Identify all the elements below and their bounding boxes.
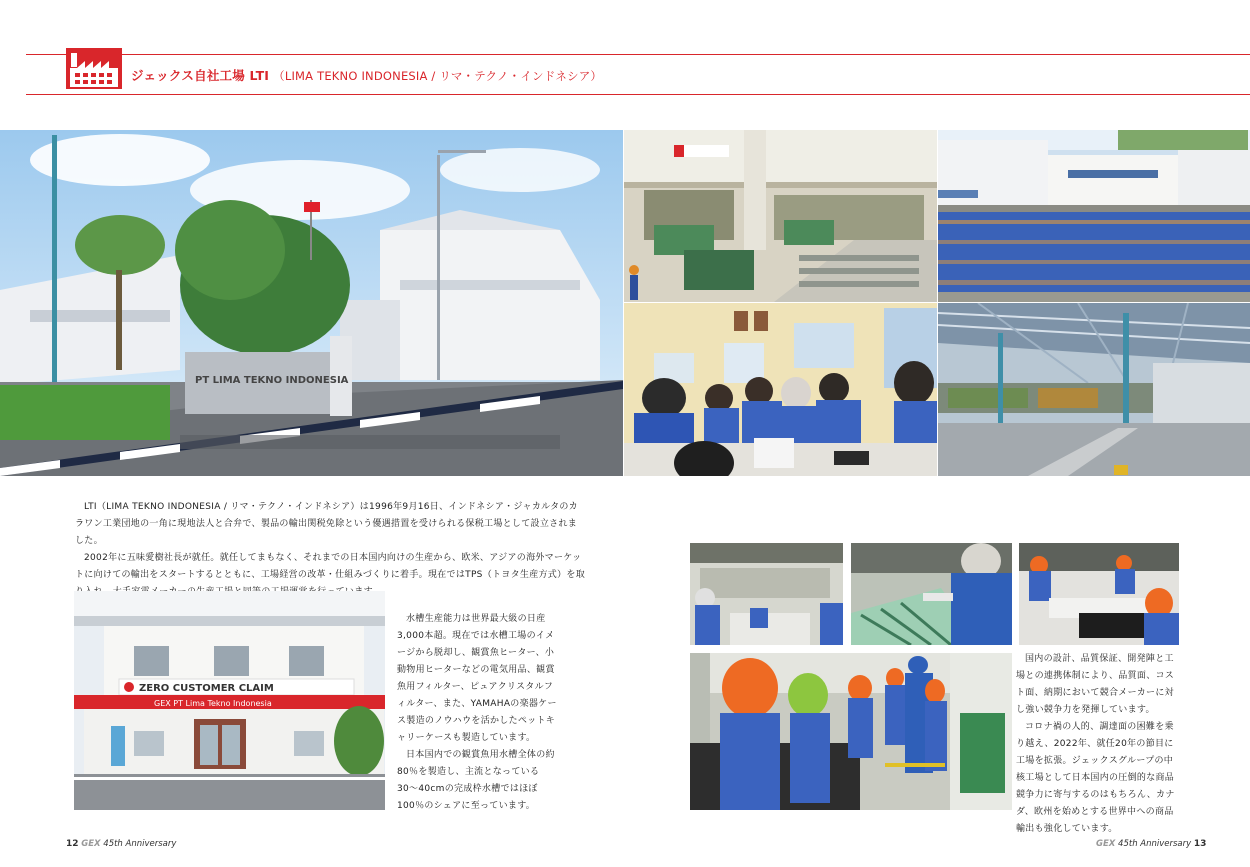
footer-anniversary-left: 45th Anniversary [103, 839, 177, 849]
header-bottom-rule [26, 94, 1250, 95]
middle-text [397, 611, 560, 815]
footer-brand-left: GEX [81, 839, 101, 849]
section-title [131, 67, 602, 85]
middle-paragraph-2: 日本国内での観賞魚用水槽全体の約80％を製造し、主流となっている30〜40cmの完成枠水槽ではほぼ100％のシェアに至っています。 [397, 750, 555, 811]
footer-left [66, 839, 176, 849]
footer-anniversary-right: 45th Anniversary [1118, 839, 1192, 849]
right-paragraph-1: 国内の設計、品質保証、開発陣と工場との連携体制により、品質面、コスト面、納期において競合メーカーに対し強い競争力を発揮しています。 [1016, 654, 1175, 715]
right-text [1016, 651, 1182, 838]
middle-paragraph-1: 水槽生産能力は世界最大級の日産3,000本超。現在では水槽工場のイメージから脱却し、観賞魚ヒーター、小動物用ヒーターなどの電気用品、観賞魚用フィルター、ピュアクリスタルフィルター、また、YAMAHAの楽器ケース製造のノウハウを活かしたペットキャリーケースも製造しています。 [397, 614, 557, 743]
zero-claim-sign-text: ZERO CUSTOMER CLAIM [139, 683, 274, 694]
meeting-photo [624, 303, 937, 476]
glass-inspection-photo [851, 543, 1012, 645]
section-title-main: ジェックス自社工場 LTI [131, 68, 270, 83]
left-page-number: 12 [66, 839, 79, 849]
footer-right [1096, 839, 1206, 849]
assembly-line-photo [690, 653, 1012, 810]
intro-text [75, 499, 585, 601]
assembly-photo [938, 130, 1250, 302]
factory-icon [66, 48, 122, 89]
right-paragraph-2: コロナ禍の人的、調達面の困難を乗り越え、2022年、就任20年の節目に工場を拡張。ジェックスグループの中核工場として日本国内の圧倒的な商品競争力に寄与するのはもちろん、カナダ、欧州を始めとする世界中への商品輸出も強化しています。 [1016, 722, 1175, 834]
company-sign-text: GEX PT Lima Tekno Indonesia [154, 699, 272, 708]
right-page-number: 13 [1193, 839, 1207, 849]
workers-line-photo [690, 543, 843, 645]
header-top-rule [26, 54, 1250, 55]
factory-sign-text: PT LIMA TEKNO INDONESIA [195, 375, 349, 386]
footer-brand-right: GEX [1096, 839, 1116, 849]
sewing-photo [1019, 543, 1179, 645]
production-floor-photo [624, 130, 937, 302]
intro-paragraph-1: LTI（LIMA TEKNO INDONESIA / リマ・テクノ・インドネシア）は1996年9月16日、インドネシア・ジャカルタのカラワン工業団地の一角に現地法人と合弁で、製品の輸出関税免除という優遇措置を受けられる保税工場として設立されました。 [75, 502, 578, 546]
factory-exterior-photo [0, 130, 623, 476]
warehouse-photo [938, 303, 1250, 476]
section-title-sub: （LIMA TEKNO INDONESIA / リマ・テクノ・インドネシア） [273, 69, 603, 83]
office-building-photo [74, 591, 385, 810]
intro-paragraph-2: 2002年に五味愛樹社長が就任。就任してまもなく、それまでの日本国内向けの生産から、欧米、アジアの海外マーケットに向けての輸出をスタートするとともに、工場経営の改革・仕組みづくりに着手。現在ではTPS（トヨタ生産方式）を取 [75, 553, 585, 580]
